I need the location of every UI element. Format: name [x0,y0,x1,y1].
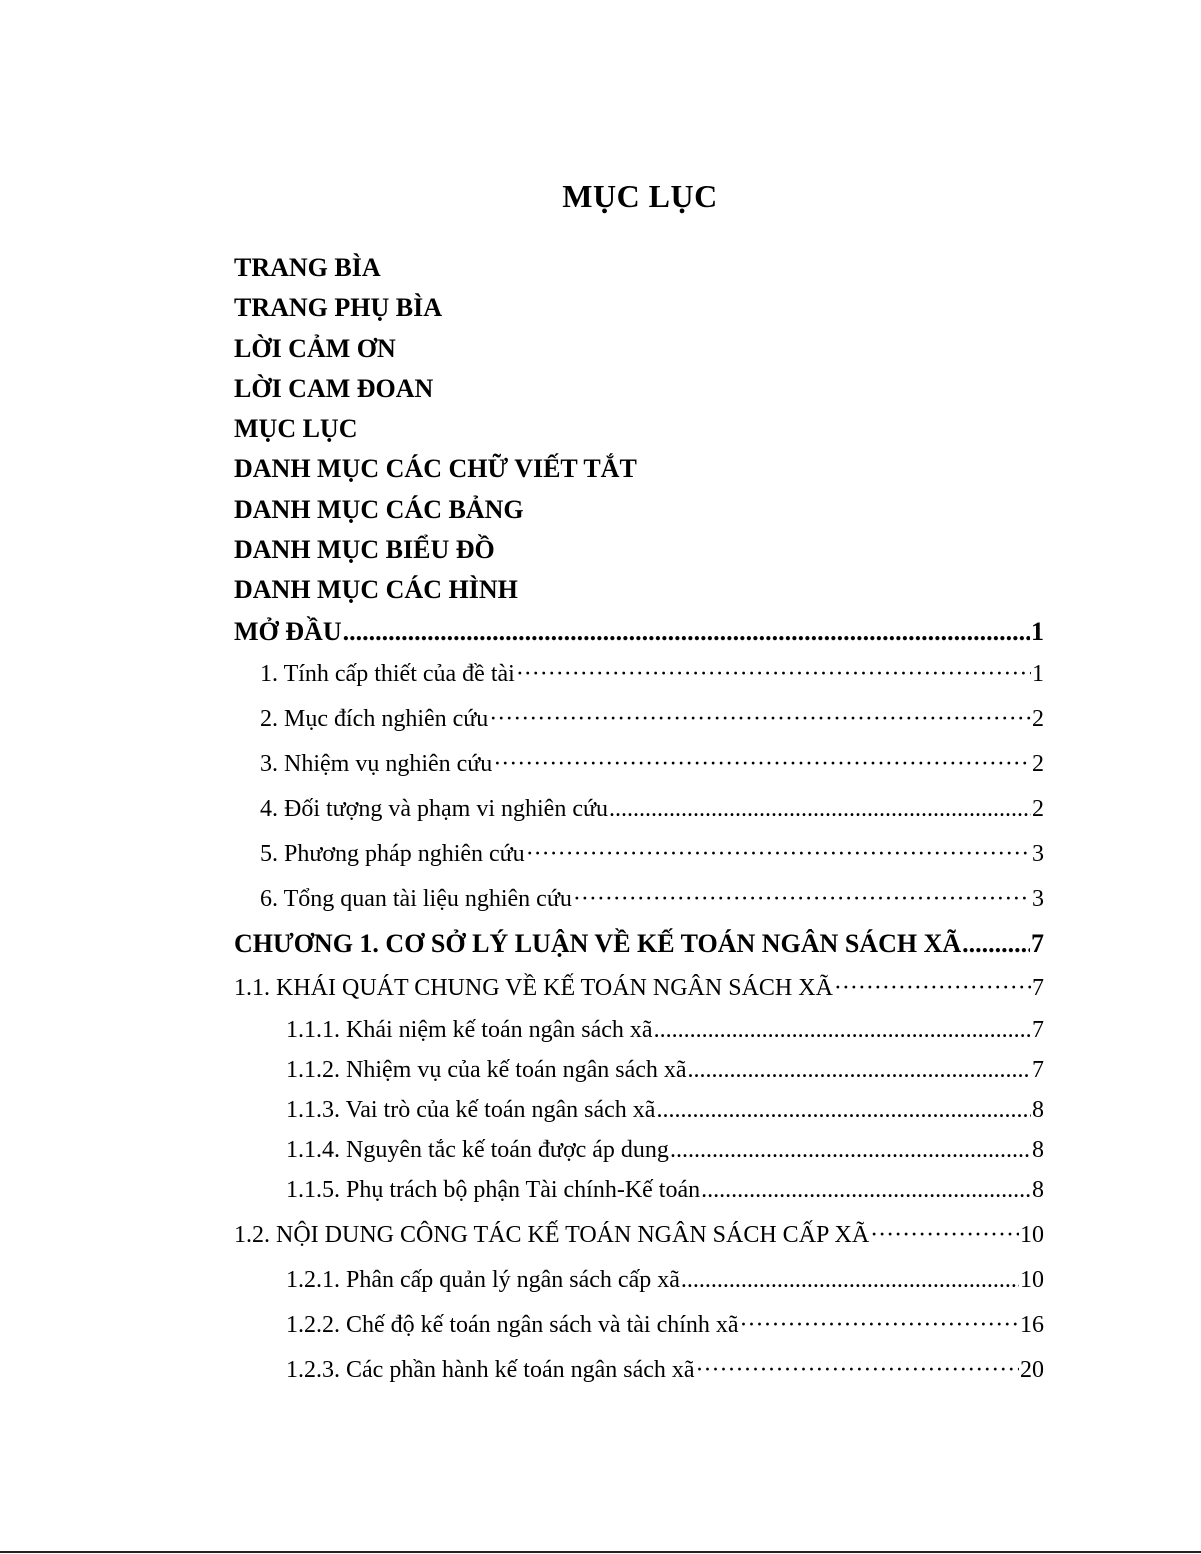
toc-page-number: 2 [1032,750,1044,777]
toc-entry[interactable] [234,877,1044,922]
toc-page-number: 1 [1031,616,1044,646]
toc-entry-label: 2. Mục đích nghiên cứu [260,705,489,732]
page-bottom-edge [0,1551,1201,1553]
toc-page-number: 2 [1032,795,1044,822]
toc-entry-section-1-1[interactable] [234,966,1044,1010]
toc-entry-label: 1.1.1. Khái niệm kế toán ngân sách xã [286,1016,653,1043]
toc-page-number: 3 [1032,885,1044,912]
table-of-contents [234,248,1044,1392]
toc-front-item[interactable]: TRANG BÌA [234,253,381,282]
toc-entry-chapter-1[interactable] [234,922,1044,966]
toc-dot-leader [834,966,1031,1010]
toc-entry-section-1-2[interactable] [234,1212,1044,1258]
toc-page-number: 3 [1032,840,1044,867]
toc-dot-leader [870,1212,1019,1258]
toc-entry-label: 5. Phương pháp nghiên cứu [260,840,525,867]
toc-front-item[interactable]: DANH MỤC CÁC HÌNH [234,575,518,605]
toc-dot-leader [688,1050,1031,1090]
toc-entry-label: 1.1.3. Vai trò của kế toán ngân sách xã [286,1096,656,1123]
toc-front-item[interactable]: MỤC LỤC [234,414,358,444]
toc-dot-leader [573,877,1031,922]
toc-dot-leader [740,1302,1019,1348]
toc-dot-leader [609,787,1031,832]
toc-entry[interactable] [234,787,1044,832]
toc-entry[interactable] [234,1050,1044,1090]
toc-page-number: 10 [1020,1221,1044,1248]
toc-page-number: 20 [1020,1356,1044,1383]
toc-entry[interactable] [234,1010,1044,1050]
toc-entry[interactable] [234,1258,1044,1302]
toc-front-item[interactable]: TRANG PHỤ BÌA [234,293,443,323]
toc-page-number: 7 [1032,1056,1044,1083]
toc-page-number: 8 [1032,1136,1044,1163]
toc-entry[interactable] [234,742,1044,787]
toc-page-number: 7 [1032,1016,1044,1043]
toc-page-number: 8 [1032,1176,1044,1203]
toc-front-item[interactable]: LỜI CẢM ƠN [234,333,396,363]
toc-entry-label: 1.2.2. Chế độ kế toán ngân sách và tài chính xã [286,1311,739,1338]
toc-dot-leader [343,611,1030,652]
toc-front-item[interactable]: DANH MỤC CÁC CHỮ VIẾT TẮT [234,454,637,484]
toc-page-number: 2 [1032,705,1044,732]
toc-front-item[interactable]: DANH MỤC CÁC BẢNG [234,494,524,524]
toc-entry[interactable] [234,652,1044,697]
toc-dot-leader [516,652,1031,697]
toc-entry[interactable] [234,832,1044,877]
toc-dot-leader [656,1090,1031,1130]
toc-entry-label: 1.1.5. Phụ trách bộ phận Tài chính-Kế toán [286,1176,701,1203]
toc-dot-leader [696,1348,1019,1392]
toc-front-item[interactable]: LỜI CAM ĐOAN [234,373,434,403]
toc-entry-label: 1.1.2. Nhiệm vụ của kế toán ngân sách xã [286,1056,687,1083]
toc-page-number: 16 [1020,1311,1044,1338]
toc-page-number: 7 [1031,928,1044,958]
toc-dot-leader [493,742,1031,787]
toc-dot-leader [654,1010,1031,1050]
toc-dot-leader [962,922,1030,966]
toc-entry[interactable] [234,697,1044,742]
toc-entry-label: 3. Nhiệm vụ nghiên cứu [260,750,493,777]
toc-entry-intro[interactable] [234,611,1044,652]
toc-entry[interactable] [234,1130,1044,1170]
toc-entry-label: 1.1. KHÁI QUÁT CHUNG VỀ KẾ TOÁN NGÂN SÁCH XÃ [234,974,833,1001]
toc-dot-leader [526,832,1031,877]
toc-dot-leader [681,1258,1019,1302]
toc-entry-label: 1.2.1. Phân cấp quản lý ngân sách cấp xã [286,1266,680,1293]
toc-entry-label: 1. Tính cấp thiết của đề tài [260,660,515,687]
toc-page-number: 7 [1032,974,1044,1001]
toc-entry-label: 4. Đối tượng và phạm vi nghiên cứu [260,795,608,822]
toc-entry-label: CHƯƠNG 1. CƠ SỞ LÝ LUẬN VỀ KẾ TOÁN NGÂN SÁCH XÃ [234,928,962,958]
toc-entry[interactable] [234,1170,1044,1212]
toc-entry[interactable] [234,1090,1044,1130]
toc-front-item[interactable]: DANH MỤC BIỂU ĐỒ [234,535,495,565]
toc-entry-label: 6. Tổng quan tài liệu nghiên cứu [260,885,572,912]
toc-entry-label: 1.1.4. Nguyên tắc kế toán được áp dung [286,1136,669,1163]
toc-dot-leader [701,1170,1031,1210]
toc-entry[interactable] [234,1348,1044,1392]
toc-entry[interactable] [234,1302,1044,1348]
page-title: MỤC LỤC [562,178,718,214]
toc-page-number: 10 [1020,1266,1044,1293]
toc-dot-leader [489,697,1031,742]
toc-dot-leader [670,1130,1031,1170]
toc-entry-label: 1.2.3. Các phần hành kế toán ngân sách xã [286,1356,695,1383]
toc-page-number: 8 [1032,1096,1044,1123]
toc-page-number: 1 [1032,660,1044,687]
toc-entry-label: MỞ ĐẦU [234,616,342,646]
toc-entry-label: 1.2. NỘI DUNG CÔNG TÁC KẾ TOÁN NGÂN SÁCH CẤP XÃ [234,1221,870,1248]
